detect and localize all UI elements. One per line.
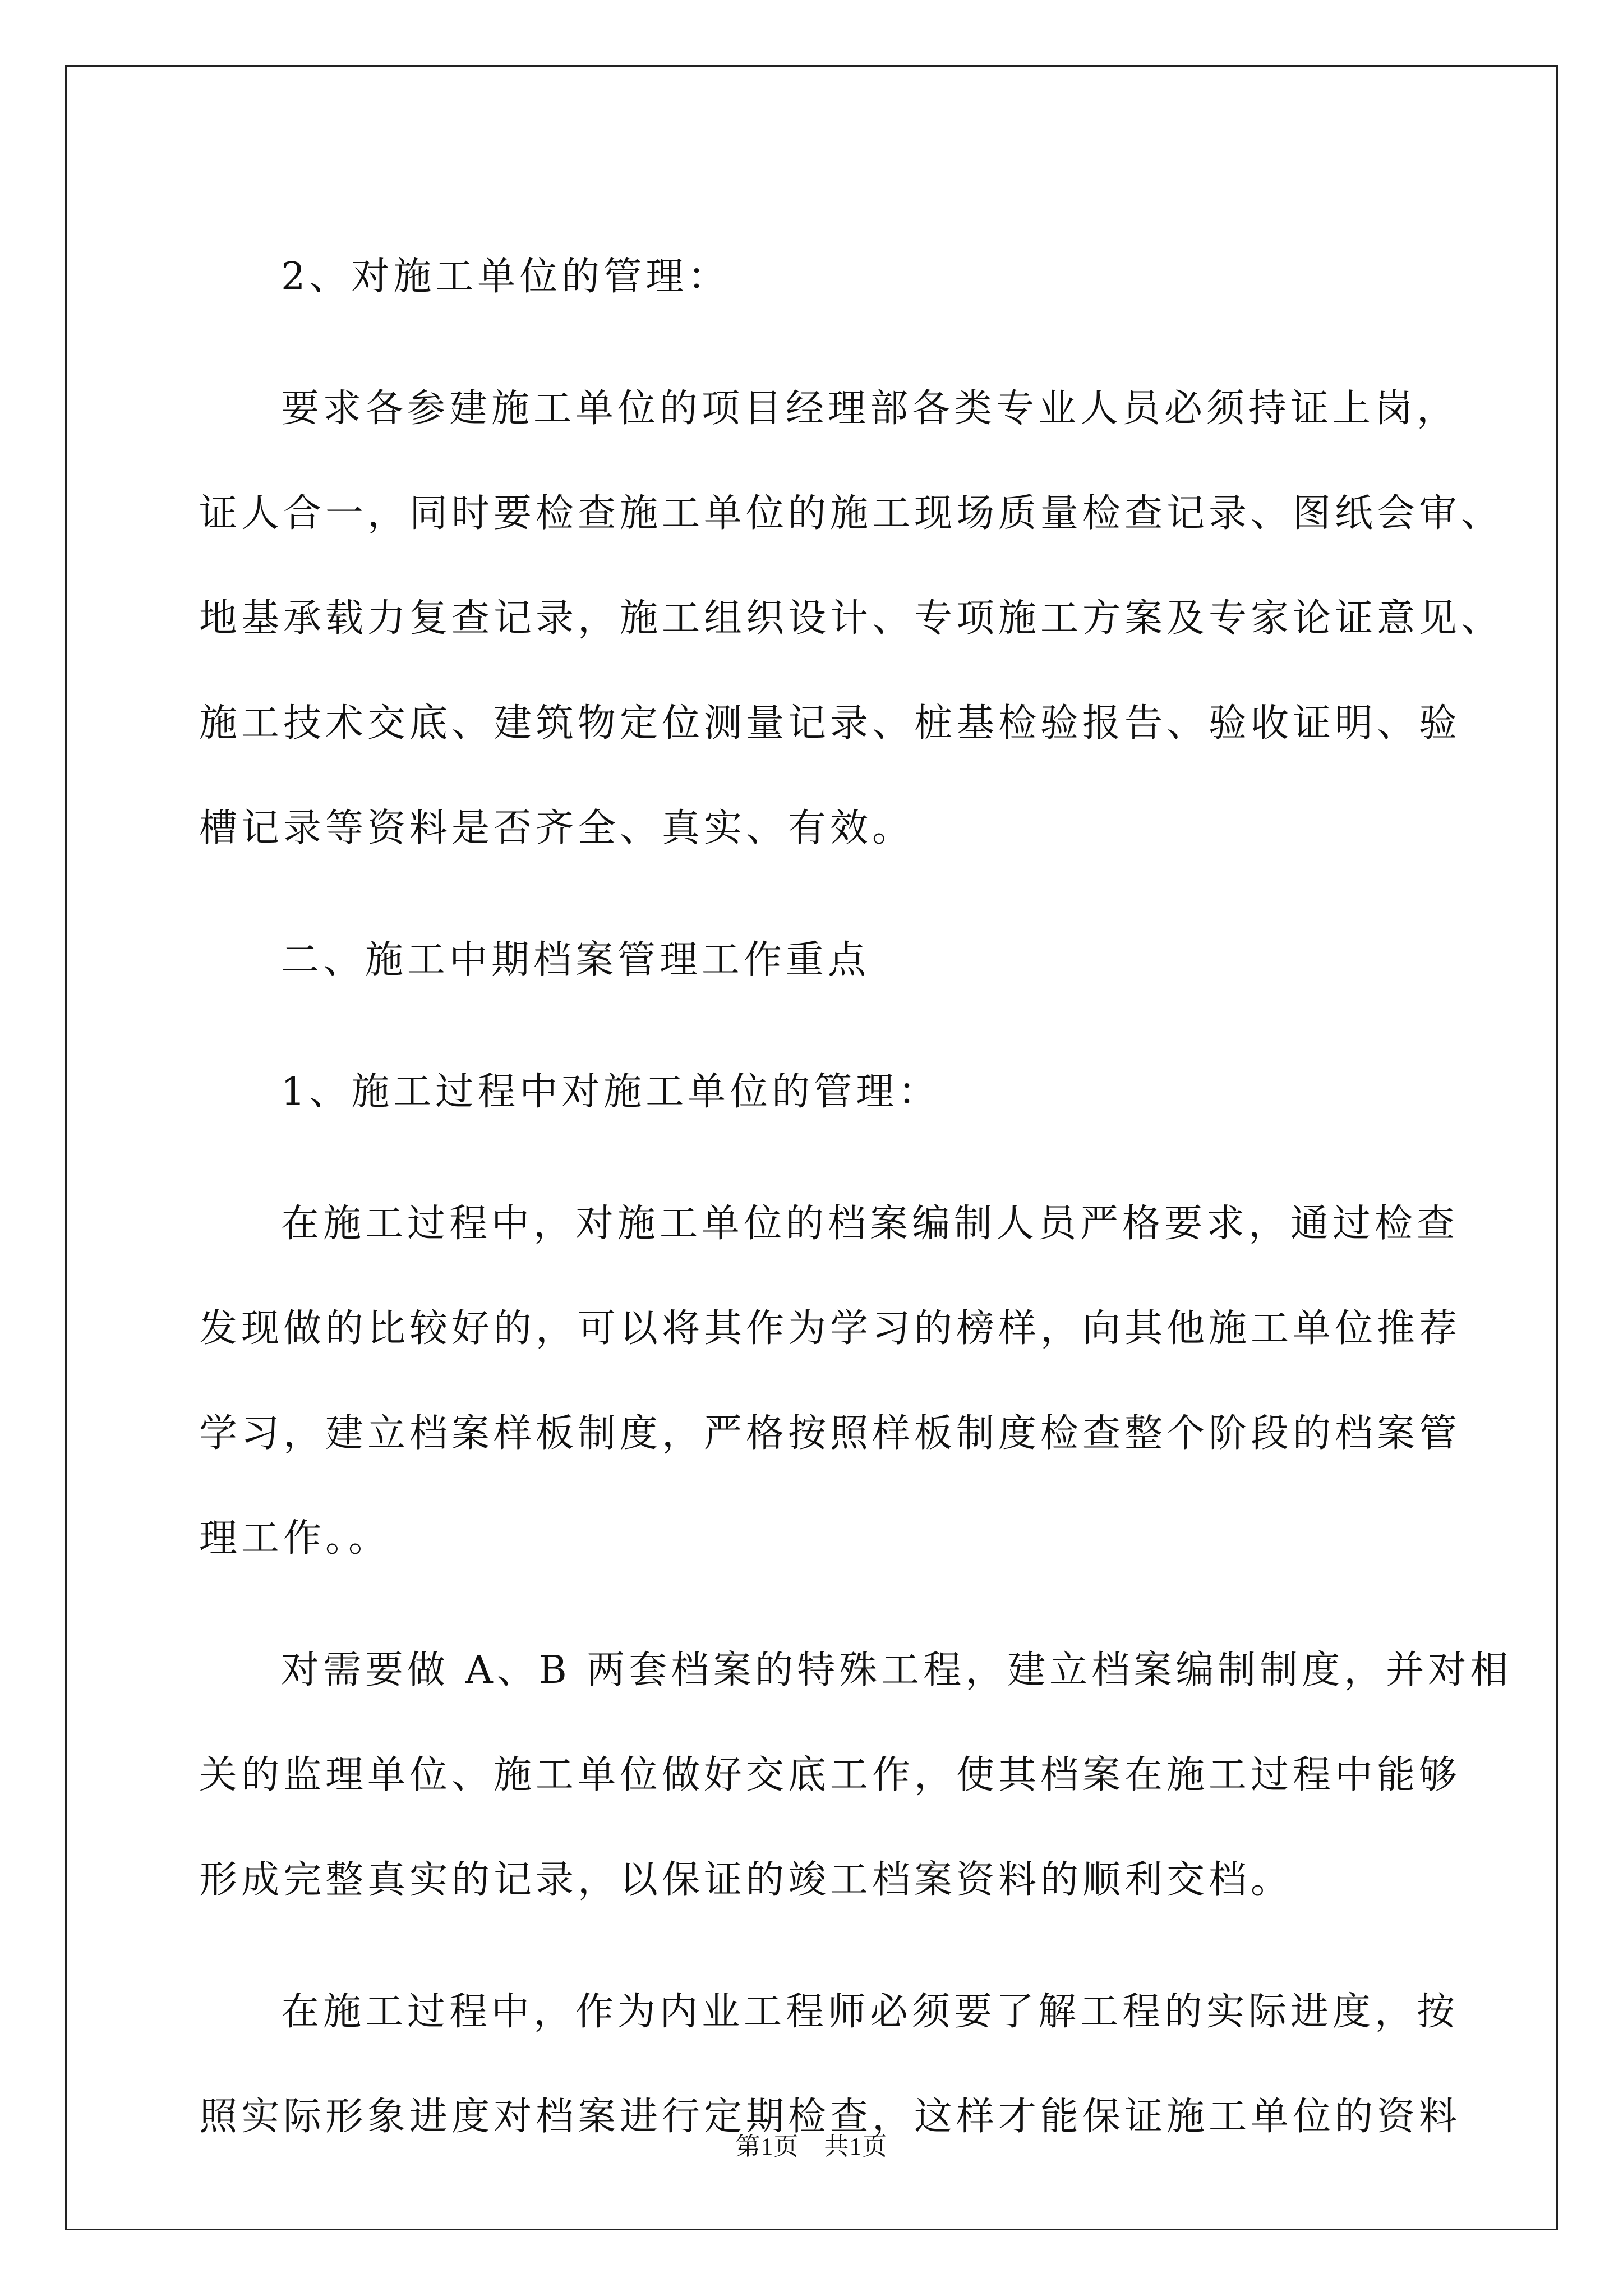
text-line: 要求各参建施工单位的项目经理部各类专业人员必须持证上岗， xyxy=(281,386,1459,431)
text-line: 关的监理单位、施工单位做好交底工作，使其档案在施工过程中能够 xyxy=(199,1753,1461,1797)
text-line: 二、施工中期档案管理工作重点 xyxy=(281,938,870,982)
document-body xyxy=(199,224,1513,2196)
text-line: 形成完整真实的记录，以保证的竣工档案资料的顺利交档。 xyxy=(199,1858,1293,1902)
text-line: 施工技术交底、建筑物定位测量记录、桩基检验报告、验收证明、验 xyxy=(199,701,1461,746)
text-line: 地基承载力复查记录，施工组织设计、专项施工方案及专家论证意见、 xyxy=(199,596,1504,641)
text-line: 1、施工过程中对施工单位的管理： xyxy=(281,1070,940,1114)
text-line: 2、对施工单位的管理： xyxy=(281,255,730,299)
text-line: 发现做的比较好的，可以将其作为学习的榜样，向其他施工单位推荐 xyxy=(199,1306,1461,1351)
subsection-heading xyxy=(199,1039,1427,1144)
text-line: 对需要做 A、B 两套档案的特殊工程，建立档案编制制度，并对相 xyxy=(281,1648,1513,1692)
text-line: 槽记录等资料是否齐全、真实、有效。 xyxy=(199,806,915,850)
text-line: 照实际形象进度对档案进行定期检查，这样才能保证施工单位的资料 xyxy=(199,2095,1461,2139)
text-line: 学习，建立档案样板制度，严格按照样板制度检查整个阶段的档案管 xyxy=(199,1411,1461,1456)
text-line: 理工作。。 xyxy=(199,1516,391,1561)
text-line: 证人合一，同时要检查施工单位的施工现场质量检查记录、图纸会审、 xyxy=(199,491,1504,536)
paragraph xyxy=(199,356,1504,881)
paragraph xyxy=(199,1171,1461,1591)
text-line: 在施工过程中，作为内业工程师必须要了解工程的实际进度，按 xyxy=(281,1990,1459,2034)
paragraph xyxy=(199,224,1427,329)
paragraph xyxy=(199,1618,1513,1932)
section-heading xyxy=(199,908,1427,1013)
page-footer: 第1页 共1页 xyxy=(735,2133,888,2160)
text-line: 在施工过程中，对施工单位的档案编制人员严格要求，通过检查 xyxy=(281,1202,1459,1246)
